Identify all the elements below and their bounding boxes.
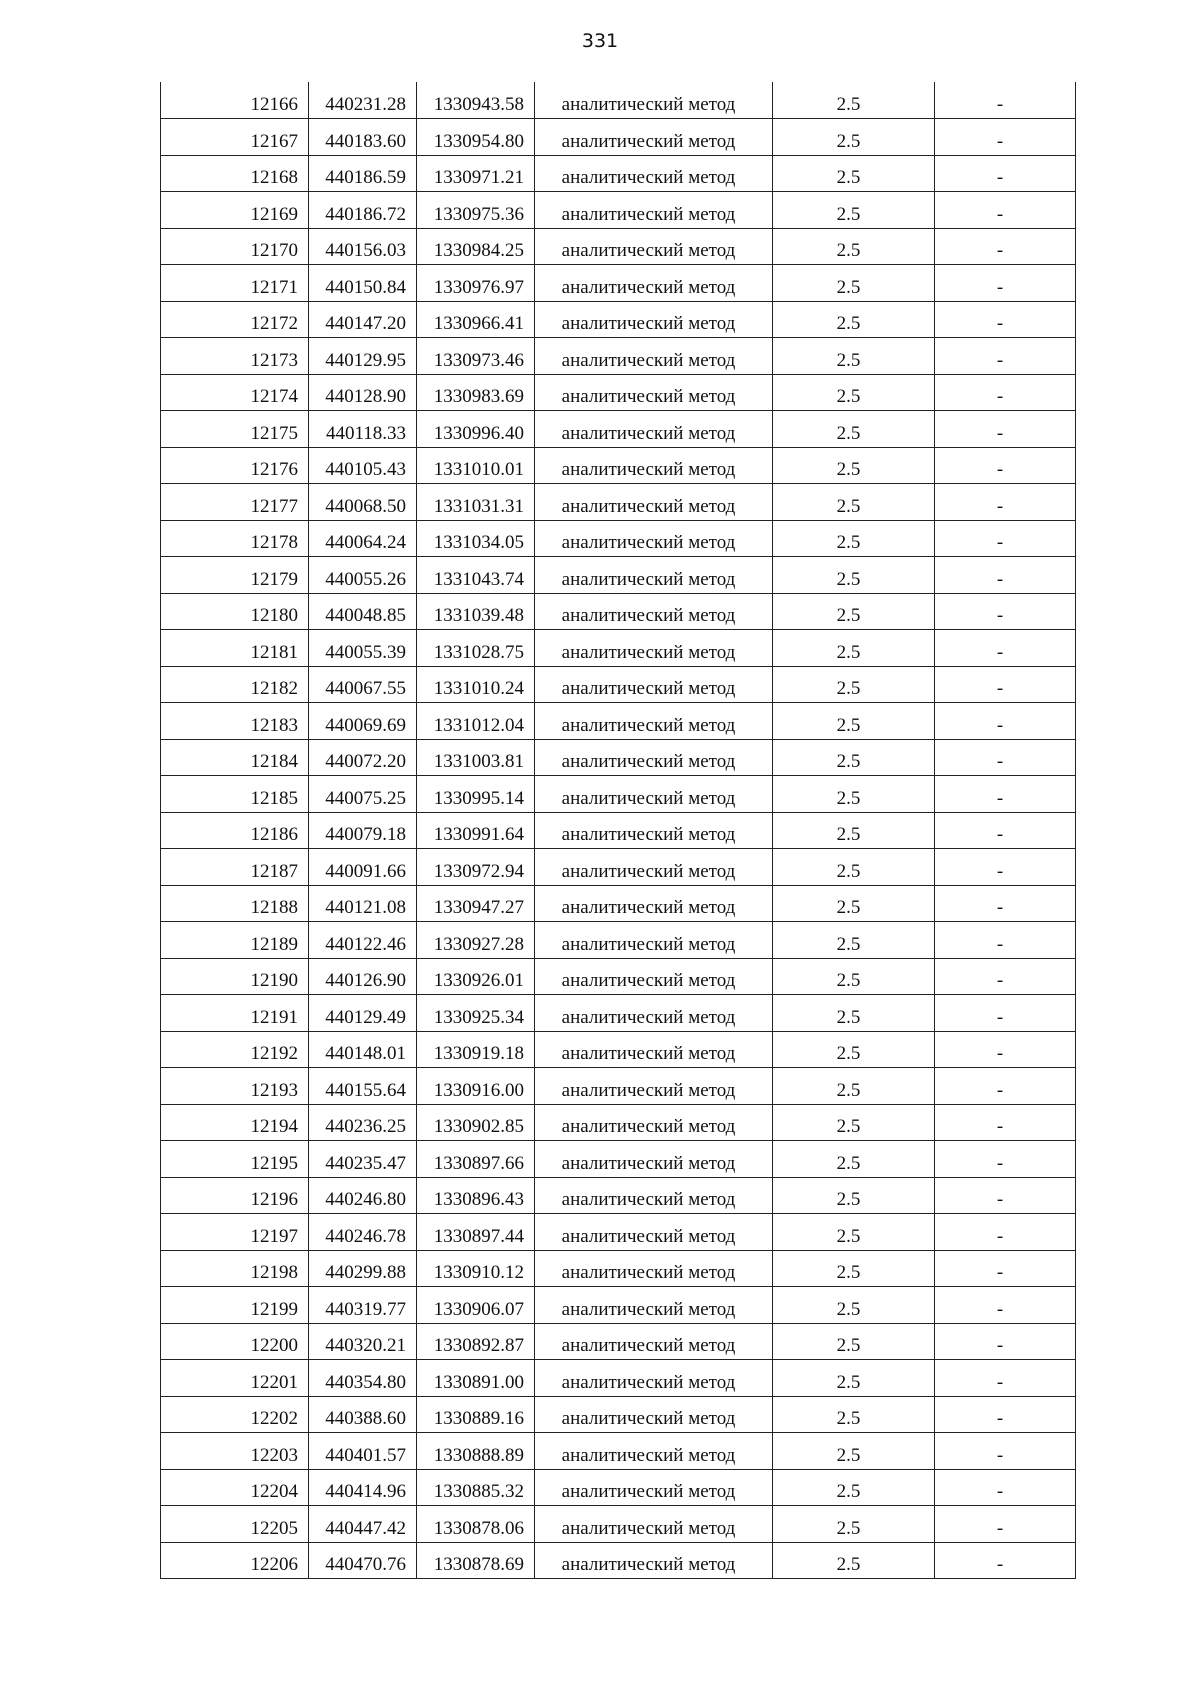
method-cell: аналитический метод xyxy=(535,922,773,959)
y-coordinate-cell: 1331010.24 xyxy=(417,666,535,703)
x-coordinate-cell: 440354.80 xyxy=(309,1360,417,1397)
point-number-cell: 12196 xyxy=(161,1177,309,1214)
point-number-cell: 12185 xyxy=(161,776,309,813)
x-coordinate-cell: 440122.46 xyxy=(309,922,417,959)
x-coordinate-cell: 440299.88 xyxy=(309,1250,417,1287)
x-coordinate-cell: 440319.77 xyxy=(309,1287,417,1324)
accuracy-cell: 2.5 xyxy=(773,82,935,119)
note-cell: - xyxy=(935,411,1076,448)
table-row xyxy=(161,228,1076,265)
x-coordinate-cell: 440126.90 xyxy=(309,958,417,995)
accuracy-cell: 2.5 xyxy=(773,447,935,484)
method-cell: аналитический метод xyxy=(535,82,773,119)
note-cell: - xyxy=(935,1469,1076,1506)
method-cell: аналитический метод xyxy=(535,1250,773,1287)
y-coordinate-cell: 1331039.48 xyxy=(417,593,535,630)
note-cell: - xyxy=(935,1396,1076,1433)
point-number-cell: 12192 xyxy=(161,1031,309,1068)
point-number-cell: 12205 xyxy=(161,1506,309,1543)
method-cell: аналитический метод xyxy=(535,119,773,156)
accuracy-cell: 2.5 xyxy=(773,557,935,594)
point-number-cell: 12201 xyxy=(161,1360,309,1397)
note-cell: - xyxy=(935,82,1076,119)
y-coordinate-cell: 1330897.66 xyxy=(417,1141,535,1178)
accuracy-cell: 2.5 xyxy=(773,1250,935,1287)
accuracy-cell: 2.5 xyxy=(773,1469,935,1506)
x-coordinate-cell: 440388.60 xyxy=(309,1396,417,1433)
accuracy-cell: 2.5 xyxy=(773,411,935,448)
y-coordinate-cell: 1330966.41 xyxy=(417,301,535,338)
accuracy-cell: 2.5 xyxy=(773,995,935,1032)
x-coordinate-cell: 440155.64 xyxy=(309,1068,417,1105)
note-cell: - xyxy=(935,155,1076,192)
x-coordinate-cell: 440148.01 xyxy=(309,1031,417,1068)
point-number-cell: 12180 xyxy=(161,593,309,630)
point-number-cell: 12174 xyxy=(161,374,309,411)
table-row xyxy=(161,1104,1076,1141)
x-coordinate-cell: 440235.47 xyxy=(309,1141,417,1178)
accuracy-cell: 2.5 xyxy=(773,1323,935,1360)
method-cell: аналитический метод xyxy=(535,1542,773,1579)
table-row xyxy=(161,1469,1076,1506)
table-row xyxy=(161,557,1076,594)
x-coordinate-cell: 440320.21 xyxy=(309,1323,417,1360)
y-coordinate-cell: 1331034.05 xyxy=(417,520,535,557)
table-row xyxy=(161,995,1076,1032)
method-cell: аналитический метод xyxy=(535,1396,773,1433)
method-cell: аналитический метод xyxy=(535,739,773,776)
point-number-cell: 12198 xyxy=(161,1250,309,1287)
point-number-cell: 12203 xyxy=(161,1433,309,1470)
accuracy-cell: 2.5 xyxy=(773,593,935,630)
table-row xyxy=(161,301,1076,338)
table-row xyxy=(161,1214,1076,1251)
y-coordinate-cell: 1330910.12 xyxy=(417,1250,535,1287)
point-number-cell: 12175 xyxy=(161,411,309,448)
table-row xyxy=(161,1360,1076,1397)
table-row xyxy=(161,1542,1076,1579)
note-cell: - xyxy=(935,1177,1076,1214)
method-cell: аналитический метод xyxy=(535,520,773,557)
x-coordinate-cell: 440447.42 xyxy=(309,1506,417,1543)
note-cell: - xyxy=(935,922,1076,959)
accuracy-cell: 2.5 xyxy=(773,192,935,229)
method-cell: аналитический метод xyxy=(535,1141,773,1178)
table-row xyxy=(161,739,1076,776)
table-row xyxy=(161,1031,1076,1068)
method-cell: аналитический метод xyxy=(535,338,773,375)
x-coordinate-cell: 440246.78 xyxy=(309,1214,417,1251)
table-row xyxy=(161,82,1076,119)
y-coordinate-cell: 1330897.44 xyxy=(417,1214,535,1251)
method-cell: аналитический метод xyxy=(535,1360,773,1397)
note-cell: - xyxy=(935,703,1076,740)
point-number-cell: 12194 xyxy=(161,1104,309,1141)
note-cell: - xyxy=(935,374,1076,411)
accuracy-cell: 2.5 xyxy=(773,1506,935,1543)
x-coordinate-cell: 440069.69 xyxy=(309,703,417,740)
point-number-cell: 12182 xyxy=(161,666,309,703)
point-number-cell: 12193 xyxy=(161,1068,309,1105)
point-number-cell: 12200 xyxy=(161,1323,309,1360)
accuracy-cell: 2.5 xyxy=(773,922,935,959)
y-coordinate-cell: 1330983.69 xyxy=(417,374,535,411)
y-coordinate-cell: 1330996.40 xyxy=(417,411,535,448)
method-cell: аналитический метод xyxy=(535,1433,773,1470)
point-number-cell: 12171 xyxy=(161,265,309,302)
point-number-cell: 12190 xyxy=(161,958,309,995)
point-number-cell: 12189 xyxy=(161,922,309,959)
y-coordinate-cell: 1330902.85 xyxy=(417,1104,535,1141)
method-cell: аналитический метод xyxy=(535,958,773,995)
method-cell: аналитический метод xyxy=(535,776,773,813)
note-cell: - xyxy=(935,885,1076,922)
point-number-cell: 12176 xyxy=(161,447,309,484)
table-row xyxy=(161,1177,1076,1214)
point-number-cell: 12191 xyxy=(161,995,309,1032)
y-coordinate-cell: 1330975.36 xyxy=(417,192,535,229)
x-coordinate-cell: 440067.55 xyxy=(309,666,417,703)
note-cell: - xyxy=(935,557,1076,594)
y-coordinate-cell: 1330991.64 xyxy=(417,812,535,849)
x-coordinate-cell: 440236.25 xyxy=(309,1104,417,1141)
y-coordinate-cell: 1330976.97 xyxy=(417,265,535,302)
accuracy-cell: 2.5 xyxy=(773,776,935,813)
y-coordinate-cell: 1330892.87 xyxy=(417,1323,535,1360)
x-coordinate-cell: 440048.85 xyxy=(309,593,417,630)
accuracy-cell: 2.5 xyxy=(773,338,935,375)
x-coordinate-cell: 440401.57 xyxy=(309,1433,417,1470)
method-cell: аналитический метод xyxy=(535,374,773,411)
point-number-cell: 12206 xyxy=(161,1542,309,1579)
table-row xyxy=(161,776,1076,813)
note-cell: - xyxy=(935,739,1076,776)
note-cell: - xyxy=(935,520,1076,557)
note-cell: - xyxy=(935,593,1076,630)
method-cell: аналитический метод xyxy=(535,995,773,1032)
method-cell: аналитический метод xyxy=(535,411,773,448)
point-number-cell: 12204 xyxy=(161,1469,309,1506)
accuracy-cell: 2.5 xyxy=(773,155,935,192)
table-row xyxy=(161,119,1076,156)
point-number-cell: 12195 xyxy=(161,1141,309,1178)
table-row xyxy=(161,1506,1076,1543)
note-cell: - xyxy=(935,119,1076,156)
table-row xyxy=(161,155,1076,192)
method-cell: аналитический метод xyxy=(535,447,773,484)
accuracy-cell: 2.5 xyxy=(773,301,935,338)
point-number-cell: 12181 xyxy=(161,630,309,667)
method-cell: аналитический метод xyxy=(535,1469,773,1506)
x-coordinate-cell: 440072.20 xyxy=(309,739,417,776)
y-coordinate-cell: 1330927.28 xyxy=(417,922,535,959)
table-row xyxy=(161,338,1076,375)
point-number-cell: 12183 xyxy=(161,703,309,740)
accuracy-cell: 2.5 xyxy=(773,1287,935,1324)
note-cell: - xyxy=(935,484,1076,521)
method-cell: аналитический метод xyxy=(535,1506,773,1543)
table-row xyxy=(161,1287,1076,1324)
x-coordinate-cell: 440129.49 xyxy=(309,995,417,1032)
accuracy-cell: 2.5 xyxy=(773,1104,935,1141)
y-coordinate-cell: 1330885.32 xyxy=(417,1469,535,1506)
note-cell: - xyxy=(935,1141,1076,1178)
accuracy-cell: 2.5 xyxy=(773,1360,935,1397)
coordinates-table xyxy=(160,82,1076,1579)
x-coordinate-cell: 440128.90 xyxy=(309,374,417,411)
note-cell: - xyxy=(935,1506,1076,1543)
accuracy-cell: 2.5 xyxy=(773,958,935,995)
method-cell: аналитический метод xyxy=(535,812,773,849)
table-row xyxy=(161,1068,1076,1105)
note-cell: - xyxy=(935,812,1076,849)
y-coordinate-cell: 1330995.14 xyxy=(417,776,535,813)
x-coordinate-cell: 440055.26 xyxy=(309,557,417,594)
accuracy-cell: 2.5 xyxy=(773,1177,935,1214)
point-number-cell: 12170 xyxy=(161,228,309,265)
table-row xyxy=(161,192,1076,229)
x-coordinate-cell: 440414.96 xyxy=(309,1469,417,1506)
method-cell: аналитический метод xyxy=(535,228,773,265)
method-cell: аналитический метод xyxy=(535,265,773,302)
x-coordinate-cell: 440470.76 xyxy=(309,1542,417,1579)
accuracy-cell: 2.5 xyxy=(773,703,935,740)
y-coordinate-cell: 1331012.04 xyxy=(417,703,535,740)
point-number-cell: 12178 xyxy=(161,520,309,557)
point-number-cell: 12179 xyxy=(161,557,309,594)
point-number-cell: 12199 xyxy=(161,1287,309,1324)
method-cell: аналитический метод xyxy=(535,593,773,630)
point-number-cell: 12202 xyxy=(161,1396,309,1433)
x-coordinate-cell: 440079.18 xyxy=(309,812,417,849)
accuracy-cell: 2.5 xyxy=(773,1542,935,1579)
x-coordinate-cell: 440064.24 xyxy=(309,520,417,557)
note-cell: - xyxy=(935,630,1076,667)
table-row xyxy=(161,1141,1076,1178)
method-cell: аналитический метод xyxy=(535,192,773,229)
method-cell: аналитический метод xyxy=(535,557,773,594)
point-number-cell: 12168 xyxy=(161,155,309,192)
point-number-cell: 12187 xyxy=(161,849,309,886)
note-cell: - xyxy=(935,1068,1076,1105)
y-coordinate-cell: 1330896.43 xyxy=(417,1177,535,1214)
table-row xyxy=(161,447,1076,484)
x-coordinate-cell: 440105.43 xyxy=(309,447,417,484)
note-cell: - xyxy=(935,301,1076,338)
y-coordinate-cell: 1330926.01 xyxy=(417,958,535,995)
note-cell: - xyxy=(935,338,1076,375)
y-coordinate-cell: 1330906.07 xyxy=(417,1287,535,1324)
x-coordinate-cell: 440068.50 xyxy=(309,484,417,521)
y-coordinate-cell: 1330878.69 xyxy=(417,1542,535,1579)
y-coordinate-cell: 1330919.18 xyxy=(417,1031,535,1068)
x-coordinate-cell: 440129.95 xyxy=(309,338,417,375)
point-number-cell: 12186 xyxy=(161,812,309,849)
accuracy-cell: 2.5 xyxy=(773,885,935,922)
table-row xyxy=(161,812,1076,849)
y-coordinate-cell: 1330973.46 xyxy=(417,338,535,375)
note-cell: - xyxy=(935,776,1076,813)
method-cell: аналитический метод xyxy=(535,1068,773,1105)
note-cell: - xyxy=(935,265,1076,302)
point-number-cell: 12197 xyxy=(161,1214,309,1251)
table-row xyxy=(161,849,1076,886)
x-coordinate-cell: 440118.33 xyxy=(309,411,417,448)
accuracy-cell: 2.5 xyxy=(773,1433,935,1470)
accuracy-cell: 2.5 xyxy=(773,812,935,849)
table-row xyxy=(161,630,1076,667)
x-coordinate-cell: 440121.08 xyxy=(309,885,417,922)
x-coordinate-cell: 440055.39 xyxy=(309,630,417,667)
y-coordinate-cell: 1331028.75 xyxy=(417,630,535,667)
accuracy-cell: 2.5 xyxy=(773,1214,935,1251)
y-coordinate-cell: 1330891.00 xyxy=(417,1360,535,1397)
note-cell: - xyxy=(935,666,1076,703)
table-row xyxy=(161,593,1076,630)
x-coordinate-cell: 440186.72 xyxy=(309,192,417,229)
table-row xyxy=(161,703,1076,740)
y-coordinate-cell: 1331043.74 xyxy=(417,557,535,594)
note-cell: - xyxy=(935,228,1076,265)
note-cell: - xyxy=(935,447,1076,484)
x-coordinate-cell: 440246.80 xyxy=(309,1177,417,1214)
note-cell: - xyxy=(935,1214,1076,1251)
table-row xyxy=(161,922,1076,959)
y-coordinate-cell: 1330971.21 xyxy=(417,155,535,192)
point-number-cell: 12166 xyxy=(161,82,309,119)
y-coordinate-cell: 1330889.16 xyxy=(417,1396,535,1433)
y-coordinate-cell: 1330916.00 xyxy=(417,1068,535,1105)
method-cell: аналитический метод xyxy=(535,301,773,338)
note-cell: - xyxy=(935,958,1076,995)
table-row xyxy=(161,1250,1076,1287)
method-cell: аналитический метод xyxy=(535,630,773,667)
point-number-cell: 12172 xyxy=(161,301,309,338)
coordinates-table-body xyxy=(161,82,1076,1579)
table-row xyxy=(161,411,1076,448)
y-coordinate-cell: 1330888.89 xyxy=(417,1433,535,1470)
accuracy-cell: 2.5 xyxy=(773,1068,935,1105)
method-cell: аналитический метод xyxy=(535,666,773,703)
accuracy-cell: 2.5 xyxy=(773,1396,935,1433)
x-coordinate-cell: 440231.28 xyxy=(309,82,417,119)
table-row xyxy=(161,1323,1076,1360)
table-row xyxy=(161,484,1076,521)
accuracy-cell: 2.5 xyxy=(773,1031,935,1068)
accuracy-cell: 2.5 xyxy=(773,666,935,703)
accuracy-cell: 2.5 xyxy=(773,520,935,557)
accuracy-cell: 2.5 xyxy=(773,630,935,667)
method-cell: аналитический метод xyxy=(535,1287,773,1324)
table-row xyxy=(161,1433,1076,1470)
accuracy-cell: 2.5 xyxy=(773,739,935,776)
y-coordinate-cell: 1331003.81 xyxy=(417,739,535,776)
y-coordinate-cell: 1330943.58 xyxy=(417,82,535,119)
table-row xyxy=(161,958,1076,995)
x-coordinate-cell: 440150.84 xyxy=(309,265,417,302)
y-coordinate-cell: 1330954.80 xyxy=(417,119,535,156)
method-cell: аналитический метод xyxy=(535,849,773,886)
method-cell: аналитический метод xyxy=(535,484,773,521)
point-number-cell: 12177 xyxy=(161,484,309,521)
x-coordinate-cell: 440075.25 xyxy=(309,776,417,813)
method-cell: аналитический метод xyxy=(535,1031,773,1068)
method-cell: аналитический метод xyxy=(535,1214,773,1251)
table-row xyxy=(161,666,1076,703)
y-coordinate-cell: 1330878.06 xyxy=(417,1506,535,1543)
note-cell: - xyxy=(935,1031,1076,1068)
y-coordinate-cell: 1330925.34 xyxy=(417,995,535,1032)
accuracy-cell: 2.5 xyxy=(773,374,935,411)
note-cell: - xyxy=(935,192,1076,229)
y-coordinate-cell: 1330947.27 xyxy=(417,885,535,922)
accuracy-cell: 2.5 xyxy=(773,849,935,886)
method-cell: аналитический метод xyxy=(535,1177,773,1214)
method-cell: аналитический метод xyxy=(535,1104,773,1141)
point-number-cell: 12173 xyxy=(161,338,309,375)
note-cell: - xyxy=(935,849,1076,886)
x-coordinate-cell: 440091.66 xyxy=(309,849,417,886)
accuracy-cell: 2.5 xyxy=(773,119,935,156)
method-cell: аналитический метод xyxy=(535,703,773,740)
x-coordinate-cell: 440183.60 xyxy=(309,119,417,156)
y-coordinate-cell: 1331031.31 xyxy=(417,484,535,521)
note-cell: - xyxy=(935,1433,1076,1470)
note-cell: - xyxy=(935,995,1076,1032)
table-row xyxy=(161,520,1076,557)
accuracy-cell: 2.5 xyxy=(773,265,935,302)
method-cell: аналитический метод xyxy=(535,155,773,192)
table-row xyxy=(161,885,1076,922)
x-coordinate-cell: 440147.20 xyxy=(309,301,417,338)
y-coordinate-cell: 1330972.94 xyxy=(417,849,535,886)
table-row xyxy=(161,374,1076,411)
note-cell: - xyxy=(935,1250,1076,1287)
note-cell: - xyxy=(935,1323,1076,1360)
y-coordinate-cell: 1331010.01 xyxy=(417,447,535,484)
table-row xyxy=(161,1396,1076,1433)
x-coordinate-cell: 440156.03 xyxy=(309,228,417,265)
method-cell: аналитический метод xyxy=(535,885,773,922)
accuracy-cell: 2.5 xyxy=(773,1141,935,1178)
accuracy-cell: 2.5 xyxy=(773,484,935,521)
note-cell: - xyxy=(935,1104,1076,1141)
page-number: 331 xyxy=(581,30,619,52)
point-number-cell: 12188 xyxy=(161,885,309,922)
x-coordinate-cell: 440186.59 xyxy=(309,155,417,192)
method-cell: аналитический метод xyxy=(535,1323,773,1360)
accuracy-cell: 2.5 xyxy=(773,228,935,265)
point-number-cell: 12184 xyxy=(161,739,309,776)
note-cell: - xyxy=(935,1360,1076,1397)
point-number-cell: 12167 xyxy=(161,119,309,156)
note-cell: - xyxy=(935,1542,1076,1579)
point-number-cell: 12169 xyxy=(161,192,309,229)
table-row xyxy=(161,265,1076,302)
note-cell: - xyxy=(935,1287,1076,1324)
y-coordinate-cell: 1330984.25 xyxy=(417,228,535,265)
